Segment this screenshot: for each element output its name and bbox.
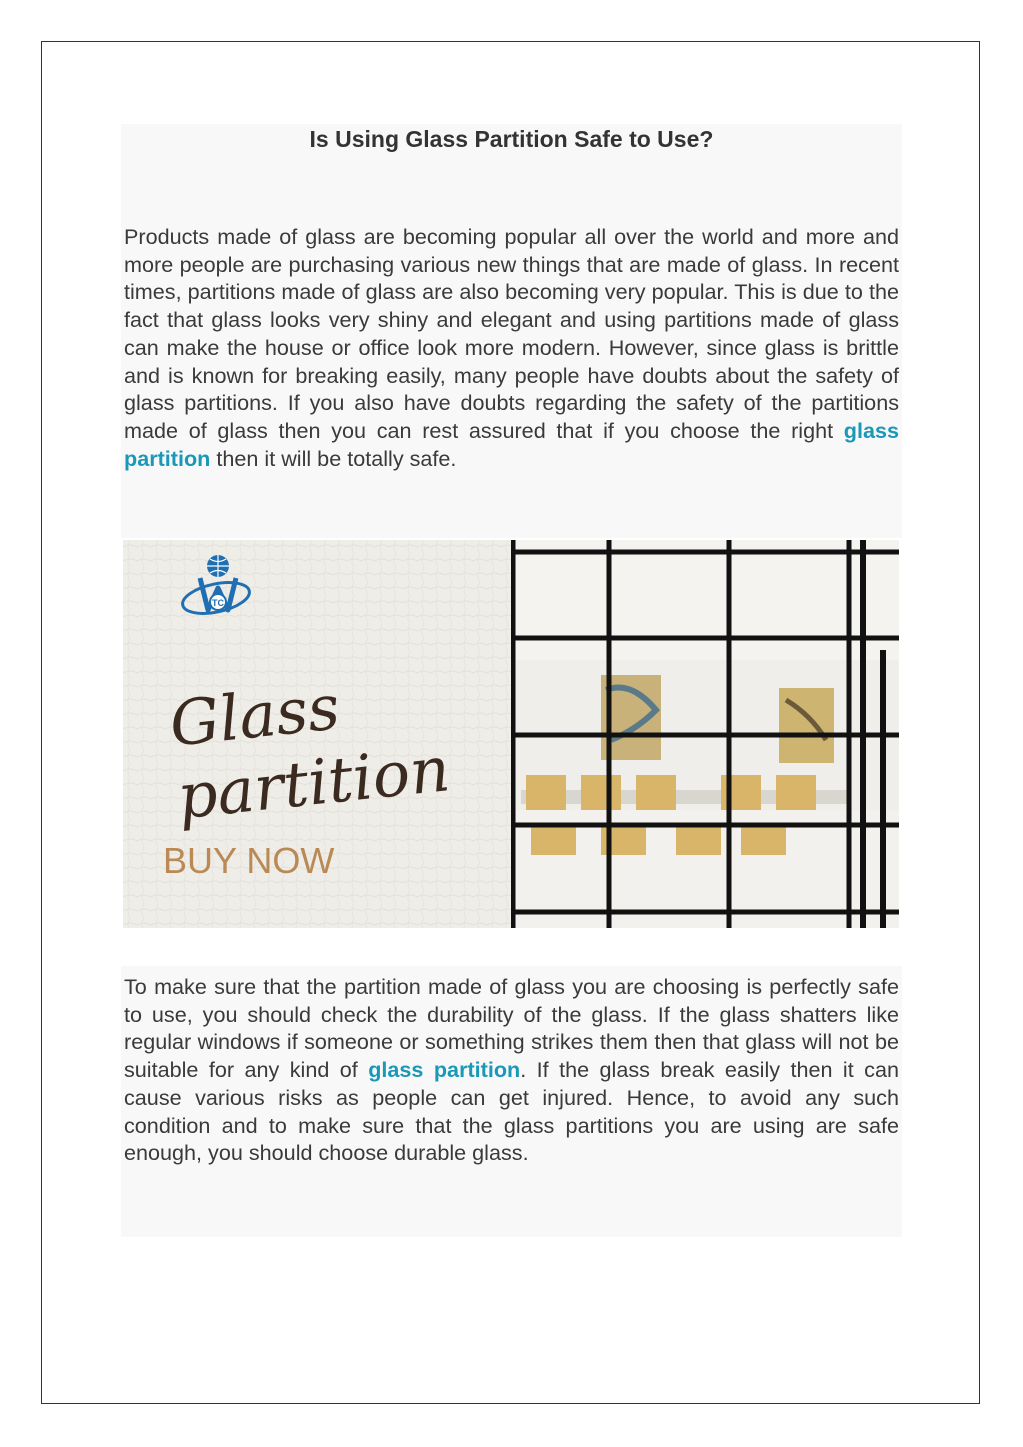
durability-text-end: . If the glass break easily then it can cause various risks as people can get injured. Hence, to avoid any such condition and to make sure that the glass partitions you are using are safe enough, you should choose durable glass. xyxy=(124,1057,899,1166)
page-title: Is Using Glass Partition Safe to Use? xyxy=(309,126,714,152)
buy-now-label[interactable]: BUY NOW xyxy=(163,840,335,881)
glass-partition-link-2[interactable]: glass partition xyxy=(368,1057,521,1083)
glass-partition-link[interactable]: glass partition xyxy=(124,417,899,471)
company-logo-icon xyxy=(178,552,258,624)
glass-partition-banner[interactable] xyxy=(123,540,899,928)
logo-letters: TC xyxy=(212,598,224,608)
intro-paragraph xyxy=(124,223,899,472)
office-glass-partition-illustration xyxy=(511,540,899,928)
durability-text-start: To make sure that the partition made of glass you are choosing is perfectly safe to use, you should check the durability of the glass. If the glass shatters like regular windows if someone or something strikes them then that glass will not be suitable for any kind of xyxy=(124,974,899,1083)
intro-text-start: Products made of glass are becoming popular all over the world and more and more people are purchasing various new things that are made of glass. In recent times, partitions made of glass are also becoming very popular. This is due to the fact that glass looks very shiny and elegant and using partitions made of glass can make the house or office look more modern. However, since glass is brittle and is known for breaking easily, many people have doubts about the safety of glass partitions. If you also have doubts regarding the safety of the partitions made of glass then you can rest assured that if you choose the right xyxy=(124,224,899,443)
banner-text-panel xyxy=(123,540,511,928)
office-photo xyxy=(511,540,899,928)
banner-script-title: Glass partition xyxy=(166,670,454,834)
durability-paragraph xyxy=(124,973,899,1167)
intro-text-end: then it will be totally safe. xyxy=(210,445,457,471)
